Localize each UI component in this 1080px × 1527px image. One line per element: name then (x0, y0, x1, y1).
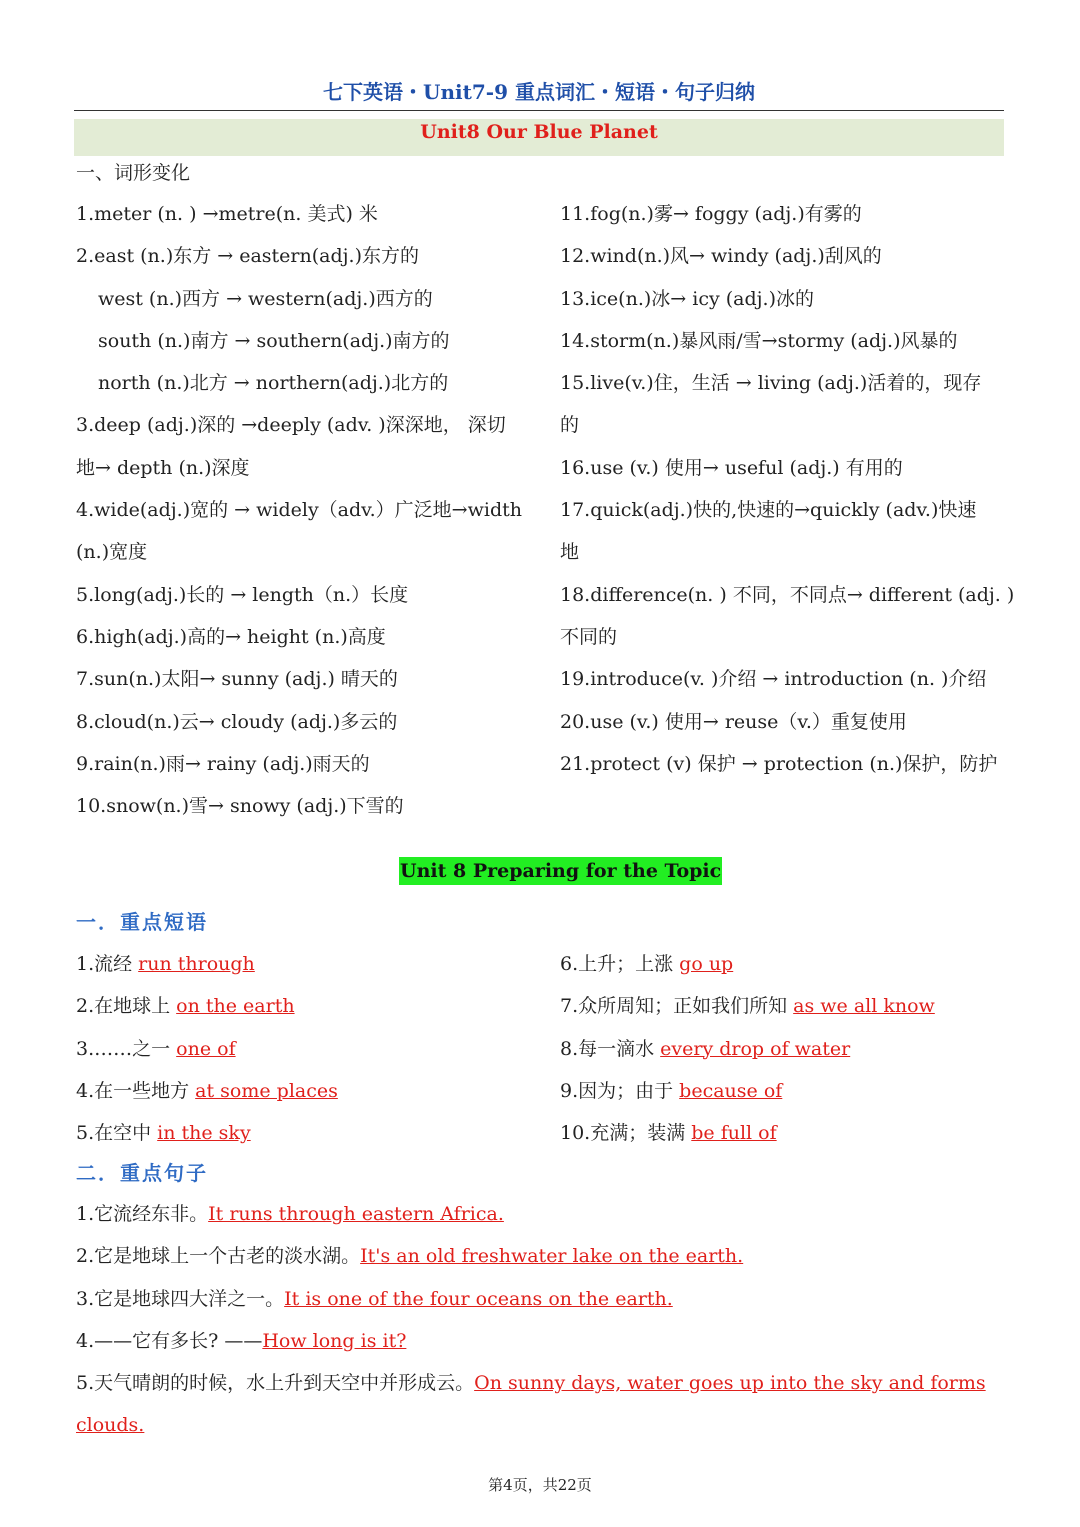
sentence-item (76, 1235, 1006, 1277)
word-form-item: 18.difference(n. ) 不同，不同点→ different (adj. ) (560, 583, 1015, 606)
phrase-item (560, 1112, 1000, 1154)
word-form-item: 5.long(adj.)长的 → length（n.）长度 (76, 583, 409, 606)
unit-title-banner: Unit8 Our Blue Planet (74, 119, 1004, 156)
word-form-item: 7.sun(n.)太阳→ sunny (adj.) 晴天的 (76, 668, 398, 691)
sentence-en: How long is it? (262, 1329, 407, 1352)
word-form-item: 6.high(adj.)高的→ height (n.)高度 (76, 625, 386, 648)
word-form-item: 3.deep (adj.)深的 →deeply (adv. )深深地， 深切 (76, 414, 506, 437)
word-form-item: 20.use (v.) 使用→ reuse（v.）重复使用 (560, 710, 907, 733)
word-form-item: 2.east (n.)东方 → eastern(adj.)东方的 (76, 245, 419, 268)
sentence-item (76, 1193, 1006, 1235)
phrases-right-column (560, 943, 1000, 1154)
word-form-item: 9.rain(n.)雨→ rainy (adj.)雨天的 (76, 752, 370, 775)
phrase-item (76, 1112, 546, 1154)
word-form-item: 8.cloud(n.)云→ cloudy (adj.)多云的 (76, 710, 398, 733)
word-form-item: 16.use (v.) 使用→ useful (adj.) 有用的 (560, 456, 903, 479)
phrase-en: on the earth (176, 995, 295, 1018)
word-forms-heading: 一、词形变化 (76, 162, 191, 184)
sentence-cn: 1.它流经东非。 (76, 1203, 209, 1225)
sentence-cn: 2.它是地球上一个古老的淡水湖。 (76, 1245, 361, 1268)
page-number: 第4页，共22页 (488, 1476, 592, 1494)
word-form-item: 地 (560, 541, 580, 564)
phrase-en: because of (679, 1079, 783, 1102)
sentence-item (76, 1320, 1006, 1362)
word-form-item: (n.)宽度 (76, 541, 148, 564)
sentence-cn: 3.它是地球四大洋之一。 (76, 1287, 285, 1310)
word-form-item: 1.meter (n. ) →metre(n. 美式) 米 (76, 203, 378, 225)
word-form-item: north (n.)北方 → northern(adj.)北方的 (98, 372, 449, 395)
word-forms-right-column (560, 193, 1015, 785)
word-form-item: 11.fog(n.)雾→ foggy (adj.)有雾的 (560, 203, 862, 225)
phrase-cn: 4.在一些地方 (76, 1079, 196, 1102)
word-form-item: west (n.)西方 → western(adj.)西方的 (98, 287, 433, 310)
sentence-en: It's an old freshwater lake on the earth. (360, 1245, 744, 1268)
phrase-cn: 3.……之一 (76, 1037, 177, 1060)
sentence-en: On sunny days, water goes up into the sky and forms (474, 1372, 986, 1395)
page-title: 七下英语・Unit7-9 重点词汇・短语・句子归纳 (323, 80, 755, 104)
phrase-cn: 7.众所周知；正如我们所知 (560, 995, 794, 1018)
sentence-item (76, 1362, 1006, 1404)
phrase-en: one of (176, 1037, 236, 1060)
phrase-en: at some places (195, 1079, 338, 1102)
topic-banner: Unit 8 Preparing for the Topic (399, 857, 722, 885)
word-form-item: south (n.)南方 → southern(adj.)南方的 (98, 329, 450, 352)
word-form-item: 地→ depth (n.)深度 (76, 456, 250, 479)
phrase-cn: 6.上升；上涨 (560, 953, 680, 975)
sentence-cn: 5.天气晴朗的时候，水上升到天空中并形成云。 (76, 1372, 475, 1395)
phrase-item (76, 943, 546, 985)
phrases-heading: 一．重点短语 (76, 910, 208, 934)
phrase-cn: 5.在空中 (76, 1122, 158, 1145)
phrase-cn: 9.因为；由于 (560, 1079, 680, 1102)
word-form-item: 13.ice(n.)冰→ icy (adj.)冰的 (560, 287, 814, 310)
phrase-cn: 8.每一滴水 (560, 1037, 661, 1060)
phrase-en: as we all know (793, 995, 935, 1018)
word-forms-left-column (76, 193, 536, 827)
phrases-left-column (76, 943, 546, 1154)
word-form-item: 19.introduce(v. )介绍 → introduction (n. )介绍 (560, 668, 987, 691)
word-form-item: 21.protect (v) 保护 → protection (n.)保护，防护 (560, 752, 998, 775)
word-form-item: 的 (560, 414, 580, 437)
phrase-en: run through (138, 953, 255, 975)
phrase-en: go up (679, 953, 734, 975)
sentence-item (76, 1278, 1006, 1320)
sentences-list (76, 1193, 1006, 1447)
word-form-item: 14.storm(n.)暴风雨/雪→stormy (adj.)风暴的 (560, 329, 958, 352)
sentence-cn: 4.——它有多长? —— (76, 1329, 263, 1352)
word-form-item: 12.wind(n.)风→ windy (adj.)刮风的 (560, 245, 882, 268)
word-form-item: 4.wide(adj.)宽的 → widely（adv.）广泛地→width (76, 499, 522, 522)
phrase-en: every drop of water (660, 1037, 851, 1060)
phrase-item (560, 943, 1000, 985)
phrase-cn: 1.流经 (76, 953, 139, 975)
phrase-item (560, 1070, 1000, 1112)
sentence-en: It runs through eastern Africa. (208, 1203, 504, 1225)
phrase-item (560, 985, 1000, 1027)
phrase-item (76, 985, 546, 1027)
sentences-heading: 二．重点句子 (76, 1161, 208, 1185)
sentence-en: It is one of the four oceans on the earth. (284, 1287, 673, 1310)
word-form-item: 17.quick(adj.)快的,快速的→quickly (adv.)快速 (560, 499, 977, 522)
word-form-item: 10.snow(n.)雪→ snowy (adj.)下雪的 (76, 795, 404, 818)
sentence-item (76, 1404, 1006, 1446)
title-divider (74, 110, 1004, 111)
phrase-en: in the sky (157, 1122, 251, 1145)
word-form-item: 15.live(v.)住，生活 → living (adj.)活着的，现存 (560, 372, 982, 395)
phrase-item (76, 1028, 546, 1070)
phrase-en: be full of (691, 1122, 777, 1145)
phrase-cn: 2.在地球上 (76, 995, 177, 1018)
phrase-item (560, 1028, 1000, 1070)
phrase-cn: 10.充满；装满 (560, 1122, 692, 1145)
sentence-en: clouds. (76, 1414, 145, 1437)
word-form-item: 不同的 (560, 625, 618, 648)
phrase-item (76, 1070, 546, 1112)
